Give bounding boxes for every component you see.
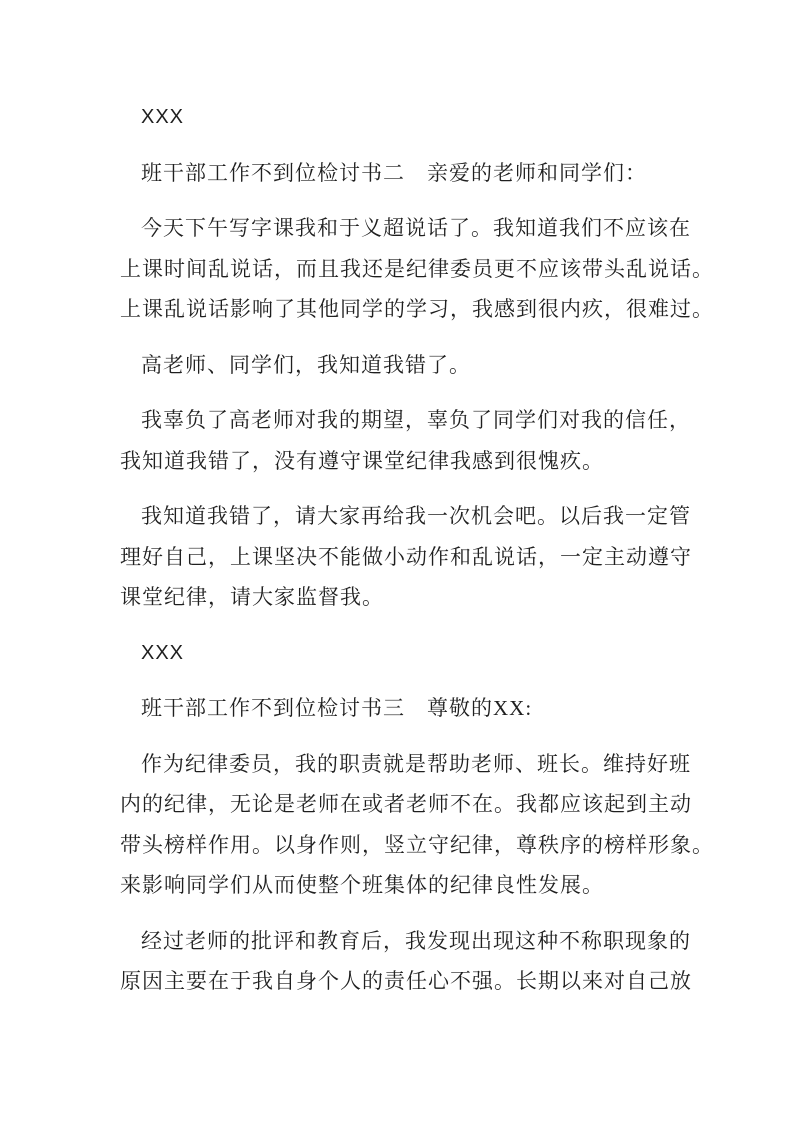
text-line: 理好自己，上课坚决不能做小动作和乱说话，一定主动遵守 <box>120 544 692 569</box>
paragraph <box>120 400 697 481</box>
text-line: 作为纪律委员，我的职责就是帮助老师、班长。维持好班 <box>141 751 691 776</box>
section-heading-three <box>120 688 697 729</box>
text-line: 我知道我错了，没有遵守课堂纪律我感到很愧疚。 <box>120 448 604 473</box>
text-line: 经过老师的批评和教育后，我发现出现这种不称职现象的 <box>141 928 691 953</box>
text-line: 带头榜样作用。以身作则，竖立守纪律，尊秩序的榜样形象。 <box>120 832 714 857</box>
paragraph <box>120 744 714 906</box>
paragraph <box>120 496 697 618</box>
text-line: 原因主要在于我自身个人的责任心不强。长期以来对自己放 <box>120 969 692 993</box>
section-heading-two <box>120 153 697 194</box>
signature-placeholder <box>120 633 697 674</box>
text-line: 内的纪律，无论是老师在或者老师不在。我都应该起到主动 <box>120 792 692 816</box>
text-line: XXX <box>141 641 185 664</box>
text-line: 上课乱说话影响了其他同学的学习，我感到很内疚，很难过。 <box>120 297 714 321</box>
text-line: 班干部工作不到位检讨书三 尊敬的XX: <box>141 696 533 720</box>
paragraph <box>120 921 697 1002</box>
text-line: 高老师、同学们，我知道我错了。 <box>141 352 471 377</box>
text-line: 课堂纪律，请大家监督我。 <box>120 585 384 609</box>
text-line: 我知道我错了，请大家再给我一次机会吧。以后我一定管 <box>141 504 691 528</box>
text-line: 班干部工作不到位检讨书二 亲爱的老师和同学们： <box>141 160 647 185</box>
text-line: 今天下午写字课我和于义超说话了。我知道我们不应该在 <box>141 216 691 240</box>
text-line: XXX <box>141 106 185 128</box>
paragraph <box>120 208 714 330</box>
text-line: 来影响同学们从而使整个班集体的纪律良性发展。 <box>120 873 604 897</box>
text-line: 上课时间乱说话，而且我还是纪律委员更不应该带头乱说话。 <box>120 256 714 281</box>
text-line: 我辜负了高老师对我的期望，辜负了同学们对我的信任， <box>141 408 691 432</box>
signature-placeholder <box>120 97 697 138</box>
paragraph <box>120 345 697 386</box>
